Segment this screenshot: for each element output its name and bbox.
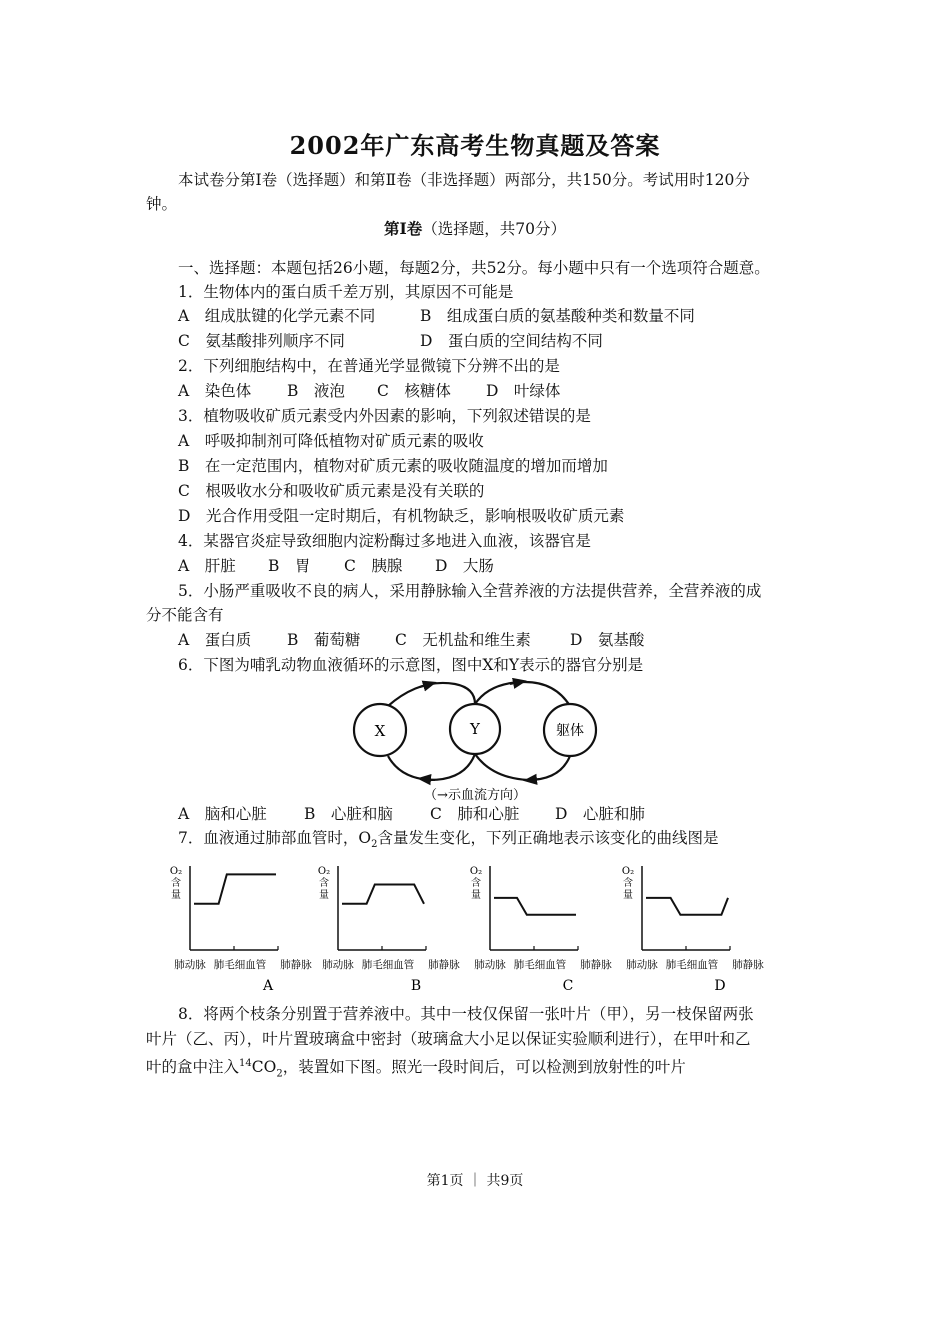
diagram-caption: （→示血流方向） [424,788,526,802]
part1-heading [0,219,950,239]
q2-option-b: B 液泡 [287,382,345,400]
q1-option-d: D 蛋白质的空间结构不同 [420,332,603,350]
q3-stem: 3．植物吸收矿质元素受内外因素的影响，下列叙述错误的是 [178,407,591,425]
graph-letter-b: B [410,978,422,994]
graph-d-ylabel: 量 [623,890,633,901]
node-y-label: Y [470,720,480,738]
q8-stem-line3-start: 叶的盒中注入 [146,1058,240,1077]
q5-option-b: B 葡萄糖 [287,631,361,649]
q6-option-c: C 肺和心脏 [430,805,520,823]
section-instructions: 一、选择题：本题包括26小题，每题2分，共52分。每小题中只有一个选项符合题意。 [178,259,770,277]
q4-option-c: C 胰腺 [344,557,403,575]
page-footer: 第1页 ｜ 共9页 [426,1173,524,1189]
q1-option-c: C 氨基酸排列顺序不同 [178,332,345,350]
q6-option-d: D 心脏和肺 [555,805,645,823]
intro-line-wrap: 钟。 [146,195,178,213]
flow-path-bottom-right [475,754,570,780]
part1-heading-label: 第Ⅰ卷 [384,219,423,238]
q6-option-b: B 心脏和脑 [304,805,393,823]
flow-path-top-right [475,682,570,706]
graph-d-curve [646,898,728,915]
graph-letter-c: C [562,978,574,994]
q4-stem: 4．某器官炎症导致细胞内淀粉酶过多地进入血液，该器官是 [178,532,591,550]
graph-x-label: 肺动脉 [474,959,506,971]
q8-isotope-superscript: 14 [239,1058,252,1069]
graph-letter-d: D [714,978,726,994]
circulation-diagram [350,678,610,802]
graph-a-ylabel: 量 [171,890,181,901]
q1-option-b: B 组成蛋白质的氨基酸种类和数量不同 [420,307,695,325]
graph-a-ylabel: O₂ [169,866,183,877]
q3-option-c: C 根吸收水分和吸收矿质元素是没有关联的 [178,482,485,500]
q5-option-c: C 无机盐和维生素 [395,631,531,649]
o2-curve-graphs [160,858,800,998]
graph-b-ylabel: 量 [319,890,329,901]
graph-c-ylabel: 含 [471,878,481,889]
part1-heading-detail: （选择题，共70分） [422,220,566,238]
q2-option-c: C 核糖体 [377,382,451,400]
flow-path-top-left [388,683,475,706]
graph-x-label: 肺动脉 [174,959,206,971]
q5-option-a: A 蛋白质 [178,631,252,649]
q6-stem: 6．下图为哺乳动物血液循环的示意图，图中X和Y表示的器官分别是 [178,656,644,674]
q7-stem-start: 7．血液通过肺部血管时，O [178,829,372,847]
q2-option-a: A 染色体 [178,382,252,400]
graph-x-label: 肺静脉 [428,959,460,971]
graph-x-label: 肺静脉 [732,959,764,971]
graph-x-label: 肺动脉 [626,959,658,971]
graph-x-label: 肺静脉 [580,959,612,971]
graph-c-curve [494,898,576,915]
graph-x-label: 肺毛细血管 [665,959,719,971]
q5-stem-wrap: 分不能含有 [146,606,224,624]
q3-option-a: A 呼吸抑制剂可降低植物对矿质元素的吸收 [178,432,484,450]
graph-x-label: 肺动脉 [322,959,354,971]
node-body-label: 躯体 [556,723,584,739]
q8-stem: 8．将两个枝条分别置于营养液中。其中一枝仅保留一张叶片（甲），另一枝保留两张 [178,1005,754,1023]
q7-stem-end: 含量发生变化，下列正确地表示该变化的曲线图是 [377,829,719,847]
q7-stem [178,828,718,855]
q5-stem: 5．小肠严重吸收不良的病人，采用静脉输入全营养液的方法提供营养，全营养液的成 [178,582,762,600]
graph-a-curve [194,874,276,903]
graph-letter-a: A [262,978,274,994]
q3-option-d: D 光合作用受阻一定时期后，有机物缺乏，影响根吸收矿质元素 [178,507,625,525]
graph-b-curve [342,885,424,904]
q4-option-a: A 肝脏 [178,557,236,575]
q1-stem: 1．生物体内的蛋白质千差万别，其原因不可能是 [178,283,514,301]
graph-a-ylabel: 含 [171,878,181,889]
flow-path-bottom-left [388,754,475,780]
node-x-label: X [374,722,386,740]
q2-stem: 2．下列细胞结构中，在普通光学显微镜下分辨不出的是 [178,357,560,375]
graph-x-label: 肺毛细血管 [361,959,415,971]
graph-d-ylabel: 含 [623,878,633,889]
q8-co2: CO [251,1058,277,1077]
graph-x-label: 肺毛细血管 [513,959,567,971]
q7-stem-subscript: 2 [371,839,378,851]
q4-option-d: D 大肠 [435,557,494,575]
q6-option-a: A 脑和心脏 [178,805,267,823]
q5-option-d: D 氨基酸 [570,631,645,649]
q8-stem-line3-end: ，装置如下图。照光一段时间后，可以检测到放射性的叶片 [282,1058,686,1077]
flow-arrow-4 [530,779,540,780]
q1-option-a: A 组成肽键的化学元素不同 [178,307,376,325]
intro-line: 本试卷分第Ⅰ卷（选择题）和第Ⅱ卷（非选择题）两部分，共150分。考试用时120分 [178,171,750,189]
graph-x-label: 肺静脉 [280,959,312,971]
q3-option-b: B 在一定范围内，植物对矿质元素的吸收随温度的增加而增加 [178,457,608,475]
q4-option-b: B 胃 [268,557,311,575]
graph-c-ylabel: O₂ [469,866,483,877]
q8-stem-line3 [146,1054,686,1084]
flow-arrow-3 [424,779,435,780]
graph-d-ylabel: O₂ [621,866,635,877]
graph-b-ylabel: O₂ [317,866,331,877]
q8-co2-subscript: 2 [276,1068,283,1080]
graph-x-label: 肺毛细血管 [213,959,267,971]
page-title: 2002年广东高考生物真题及答案 [289,131,661,160]
q2-option-d: D 叶绿体 [486,382,561,400]
graph-b-ylabel: 含 [319,878,329,889]
q8-stem-line2: 叶片（乙、丙），叶片置玻璃盒中密封（玻璃盒大小足以保证实验顺利进行），在甲叶和乙 [146,1030,751,1048]
graph-c-ylabel: 量 [471,890,481,901]
